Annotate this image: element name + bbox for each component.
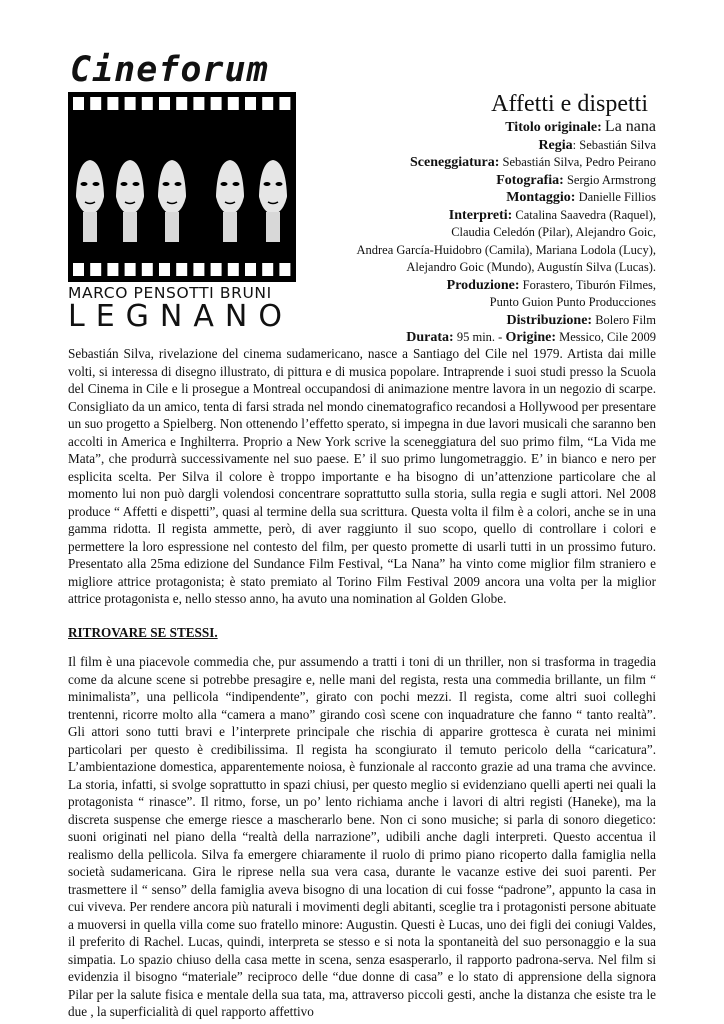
production-credit	[296, 277, 656, 295]
credit-label: Titolo originale:	[505, 120, 602, 135]
cast-line: Andrea García-Huidobro (Camila), Mariana Lodola (Lucy),	[356, 242, 656, 257]
credit-label: Durata:	[406, 330, 454, 345]
credit-row	[296, 172, 656, 190]
credit-value: Sebastián Silva	[579, 137, 656, 152]
credit-row	[296, 189, 656, 207]
credit-label: Regia	[538, 137, 573, 153]
credit-value: La nana	[604, 118, 656, 135]
credit-value: Catalina Saavedra (Raquel),	[515, 207, 656, 222]
duration-origin-credit	[296, 329, 656, 347]
distribution-credit	[296, 312, 656, 330]
cast-line: Claudia Celedón (Pilar), Alejandro Goic,	[451, 225, 656, 239]
credit-value: Danielle Fillios	[578, 190, 656, 204]
credit-separator: :	[572, 137, 580, 152]
film-title: Affetti e dispetti	[491, 91, 648, 117]
credit-value: Sergio Armstrong	[566, 172, 656, 187]
credit-value: Bolero Film	[595, 312, 656, 327]
review-paragraph: Il film è una piacevole commedia che, pur assumendo a tratti i toni di un thriller, non si trasforma in tragedia come da alcune scene si potrebbe presagire e, nelle mani del regista, resta una commedia brillante, un film “ minimalista”, una pellicola “indipendente”, girato con pochi mezzi. Il regista, come altri suoi colleghi trentenni, ricorre molto alla “camera a mano” girando così scene con inquadrature che fanno “ tanto realtà”. Gli attori sono tutti bravi e l’interprete principale che rischia di apparire grottesca è curata nei minimi particolari per questo è credibilissima. Il regista ha scongiurato il temuto pericolo della “caricatura”. L’ambientazione domestica, apparentemente noiosa, è funzionale al racconto grazie ad una trama che avvince. La storia, infatti, si svolge soprattutto in spazi chiusi, per questo meglio si evidenziano quelli aperti nei quali la protagonista “ rinasce”. Il ritmo, forse, un po’ lento richiama anche i lavori di altri registi (Haneke), ma la discreta suspense che emerge riesce a mascherarlo bene. Non ci sono musiche; si parla di sonoro diegetico: suoni originati nel piano della “realtà della narrazione”, udibili anche dagli interpreti. Questo accentua il realismo della pellicola. Silva fa emergere chiaramente il ruolo di primo piano ricoperto dalla famiglia nella società sudamericana. Gira le riprese nella sua vera casa, durante le vacanze estive dei suoi parenti. Per trasmettere il “ senso” della famiglia aveva bisogno di una location di cui fosse “padrone”, appunto la casa in cui viveva. Per rendere ancora più naturali i movimenti degli abitanti, sceglie tra i protagonisti persone abituate a muoversi in quella villa come suo fratello minore: Augustin. Questi è Lucas, uno dei figli dei coniugi Valdes, il preferito di Rachel. Lucas, quindi, interpreta se stesso e si nota la spontaneità del suo personaggio e la sua simpatia. Lo spazio chiuso della casa mette in scena, senza esasperarlo, il rapporto padrona-serva. Nel film si evidenzia il bisogno “materiale” reciproco delle “due donne di casa” e lo stato di apprensione della signora Pilar per la salute fisica e mentale della sua tata, ma, attraverso piccoli gesti, anche la distanza che esiste tra le due , la superficialità di quel rapporto affettivo	[68, 654, 656, 1019]
credit-label: Interpreti:	[448, 207, 513, 223]
credit-row	[296, 137, 656, 155]
credit-value: Messico, Cile 2009	[559, 330, 656, 344]
credit-label: Montaggio:	[506, 190, 576, 205]
credit-label: Sceneggiatura:	[409, 155, 500, 170]
credit-label: Distribuzione:	[506, 312, 593, 328]
logo-city: LEGNANO	[68, 299, 293, 334]
logo-subtitle: MARCO PENSOTTI BRUNI	[68, 284, 272, 302]
cineforum-logo	[68, 50, 296, 332]
cast-line: Alejandro Goic (Mundo), Augustín Silva (Lucas).	[406, 260, 656, 274]
credit-value: Forastero, Tiburón Filmes,	[522, 277, 656, 292]
credit-label: Produzione:	[446, 277, 520, 293]
section-heading: RITROVARE SE STESSI.	[68, 624, 218, 640]
logo-title: Cineforum	[70, 50, 269, 90]
credit-value: Sebastián Silva, Pedro Peirano	[502, 155, 656, 169]
credit-row	[296, 207, 656, 225]
original-title	[296, 118, 656, 137]
film-strip-faces-image	[68, 92, 296, 282]
production-line: Punto Guion Punto Producciones	[489, 295, 656, 309]
intro-paragraph: Sebastián Silva, rivelazione del cinema sudamericano, nasce a Santiago del Cile nel 1979. Artista dai mille volti, si interessa di disegno illustrato, di pittura e di musica popolare. Intraprende i suoi studi presso la Scuola del Cinema in Cile e li prosegue a Montreal occupandosi di animazione mentre lavora in un negozio di scarpe. Consigliato da un amico, tenta di farsi strada nel mondo cinematografico recandosi a Hollywood per presentare un suo progetto a Spielberg. Non ottenendo l’effetto sperato, si impegna in due lavori musicali che saranno ben accolti in America e Inghilterra. Proprio a New York scrive la sceneggiatura del suo primo film, “La Vida me Mata”, che produrrà successivamente nel suo paese. E’ il suo primo lungometraggio. E’ in bianco e nero per esplicita scelta. Per Silva il colore è troppo importante e ha bisogno di un’attenzione particolare che al momento lui non può dargli volendosi concentrare soprattutto sulla storia, sulla regia e sugli attori. Nel 2008 produce “ Affetti e dispetti”, quasi al termine della sua scrittura. Questa volta il film è a colori, anche se in una gamma ridotta. Il regista ammette, però, di aver raggiunto il suo scopo, quello di controllare i colori e permettere la loro espressione nel contesto del film, per questo promette di usarli tutti in un prossimo futuro. Presentato alla 25ma edizione del Sundance Film Festival, “La Nana” ha vinto come miglior film straniero e migliore attrice protagonista; è stato premiato al Torino Film Festival 2009 ancora una volta per la miglior attrice protagonista e, nello stesso anno, ha avuto una nomination al Golden Globe.	[68, 346, 656, 606]
credit-label: Origine:	[505, 330, 556, 345]
film-credits	[296, 90, 656, 347]
article-body	[68, 345, 656, 1021]
credit-value: 95 min. -	[456, 330, 503, 344]
credit-row	[296, 154, 656, 172]
credit-label: Fotografia:	[496, 172, 564, 188]
